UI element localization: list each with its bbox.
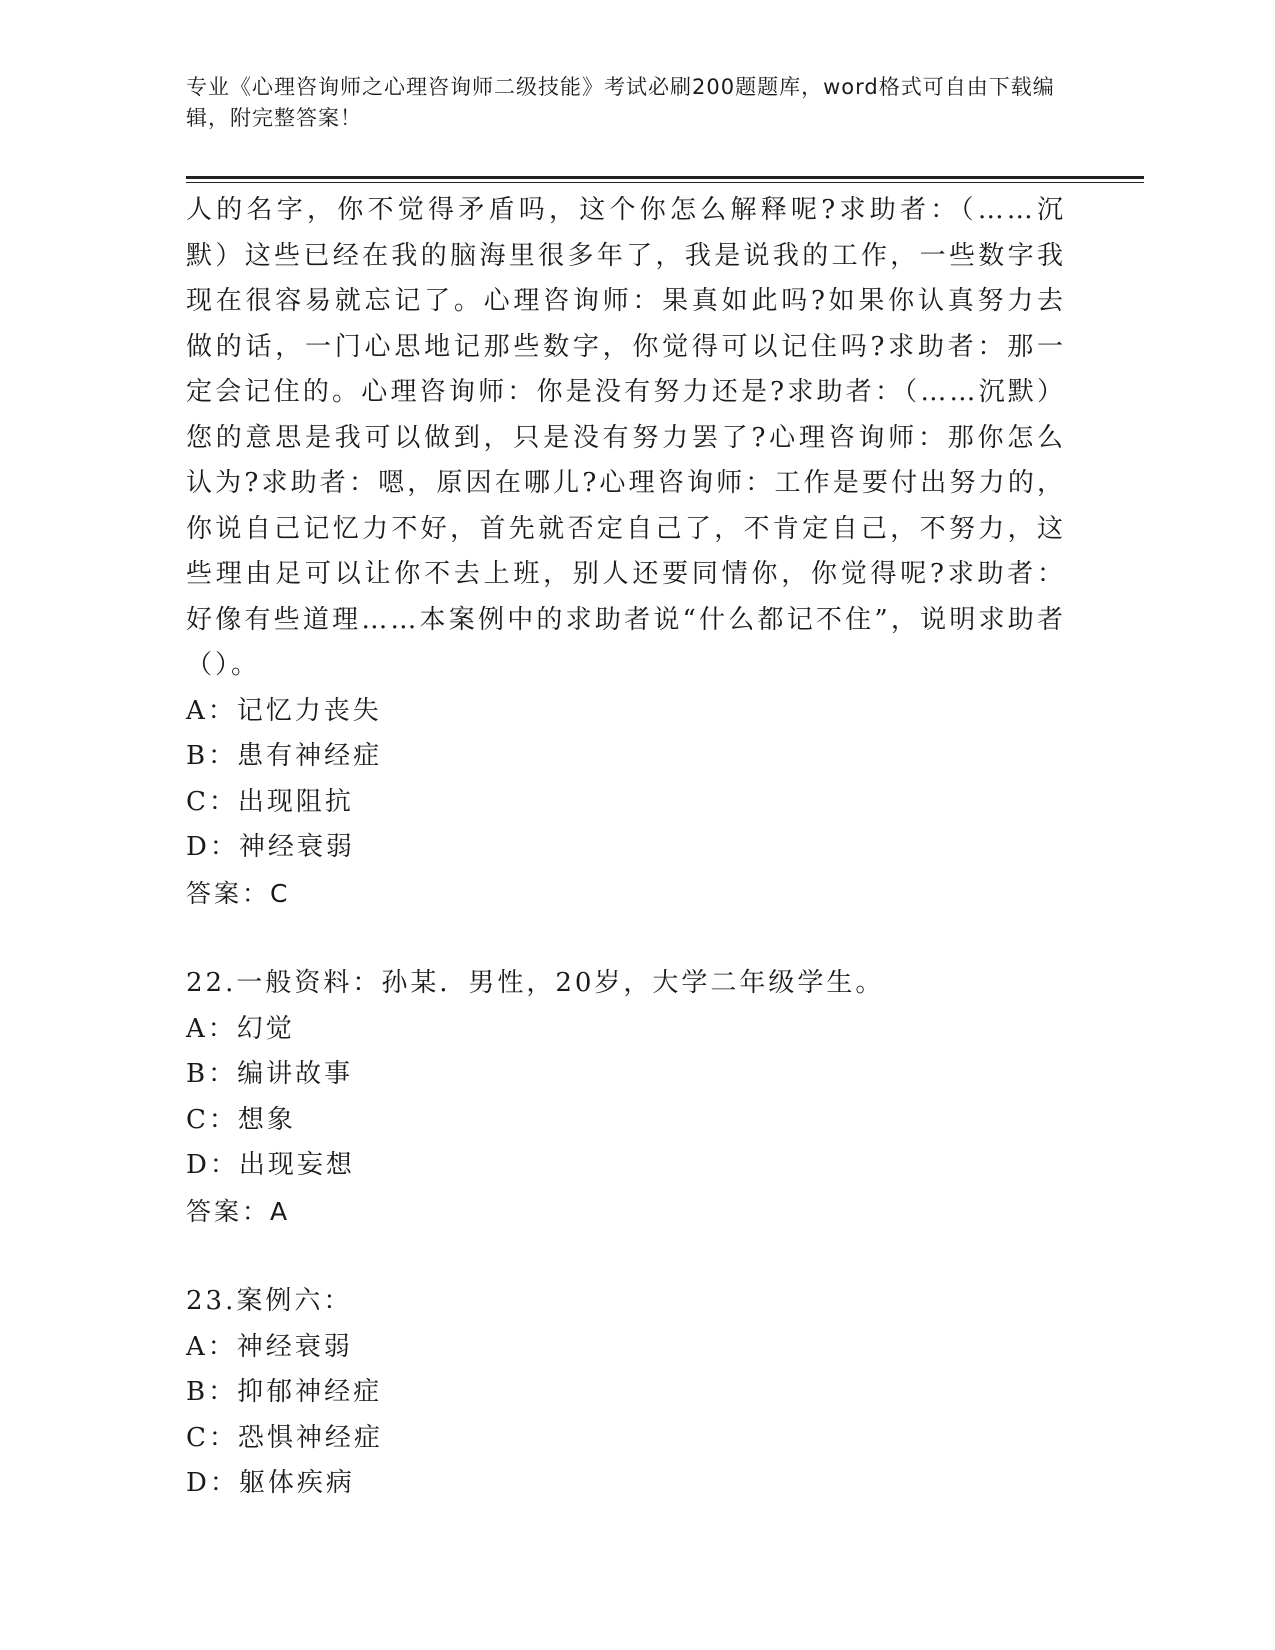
- option-d: D：出现妄想: [186, 1150, 355, 1180]
- option-a: A：幻觉: [186, 1013, 295, 1044]
- header-divider-thin: [186, 182, 1144, 183]
- question-22: [186, 961, 1066, 1234]
- question-spacer: [186, 916, 1066, 961]
- option-c: C：想象: [186, 1104, 296, 1135]
- question-passage: 人的名字，你不觉得矛盾吗，这个你怎么解释呢?求助者：（……沉默）这些已经在我的脑海里很多年了，我是说我的工作，一些数字我现在很容易就忘记了。心理咨询师：果真如此吗?如果你认真努力去做的话，一门心思地记那些数字，你觉得可以记住吗?求助者：那一定会记住的。心理咨询师：你是没有努力还是?求助者：（……沉默）您的意思是我可以做到，只是没有努力罢了?心理咨询师：那你怎么认为?求助者：嗯，原因在哪儿?心理咨询师：工作是要付出努力的，你说自己记忆力不好，首先就否定自己了，不肯定自己，不努力，这些理由足可以让你不去上班，别人还要同情你，你觉得呢?求助者：好像有些道理……本案例中的求助者说“什么都记不住”，说明求助者（）。: [186, 195, 1066, 680]
- question-title: 22.一般资料：孙某．男性，20岁，大学二年级学生。: [186, 968, 885, 998]
- option-b: B：患有神经症: [186, 741, 383, 771]
- option-d: D：神经衰弱: [186, 832, 355, 862]
- option-b: B：编讲故事: [186, 1059, 354, 1089]
- question-21: [186, 188, 1066, 916]
- question-spacer: [186, 1234, 1066, 1279]
- header-title: 专业《心理咨询师之心理咨询师二级技能》考试必刷200题题库，word格式可自由下载编辑，附完整答案！: [186, 75, 1055, 130]
- answer-line: 答案：C: [186, 878, 291, 908]
- header-divider: [186, 176, 1144, 179]
- answer-line: 答案：A: [186, 1196, 291, 1226]
- option-d: D：躯体疾病: [186, 1468, 355, 1498]
- document-body: [186, 188, 1066, 1507]
- option-b: B：抑郁神经症: [186, 1377, 383, 1407]
- question-23: [186, 1279, 1066, 1507]
- question-title: 23.案例六：: [186, 1286, 353, 1316]
- option-a: A：神经衰弱: [186, 1331, 353, 1362]
- option-c: C：恐惧神经症: [186, 1422, 383, 1453]
- option-a: A：记忆力丧失: [186, 695, 382, 726]
- option-c: C：出现阻抗: [186, 786, 354, 817]
- page-header: [186, 72, 1066, 134]
